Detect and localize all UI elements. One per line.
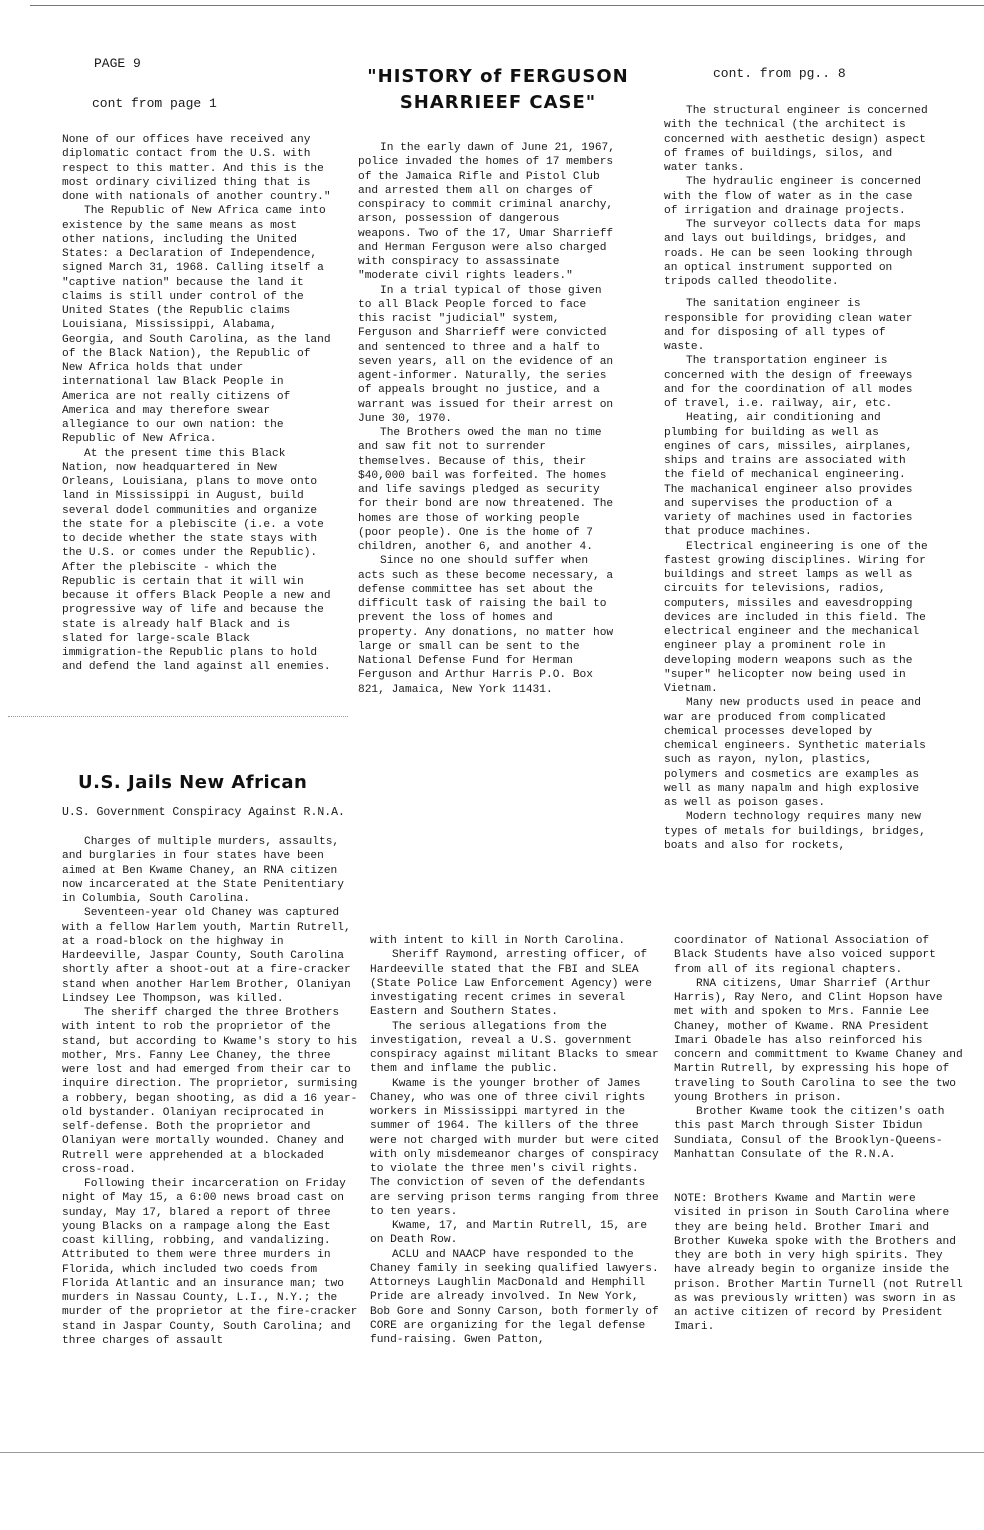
continued-from-left: cont from page 1 xyxy=(92,96,217,111)
paragraph: The machanical engineer also provides and supervises the production of a variety of machines used in factories that produce machines. xyxy=(664,483,913,539)
scan-edge-top xyxy=(30,5,984,6)
article-rna-continued xyxy=(62,133,332,675)
article-jails-col-2 xyxy=(370,934,660,1347)
paragraph: The hydraulic engineer is concerned with the flow of water as in the case of irrigation and drainage projects. xyxy=(664,176,921,217)
article-jails-col-1 xyxy=(62,835,360,1348)
paragraph: None of our offices have received any diplomatic contact from the U.S. with respect to this matter. And this is the most ordinary civilized thing that is done with nationals of another country." xyxy=(62,134,331,203)
paragraph: Modern technology requires many new types of metals for buildings, bridges, boats and also for rockets, xyxy=(664,811,926,852)
paragraph: Electrical engineering is one of the fastest growing disciplines. Wiring for buildings and street lamps as well as circuits for televisions, radios, computers, missiles and eavesdropping devices are included in this field. The electrical engineer and the mechanical engineer play a prominent role in developing modern weapons such as the "super" helicopter now being used in Vietnam. xyxy=(664,540,928,695)
paragraph: The sanitation engineer is responsible for providing clean water and for disposing of all types of waste. xyxy=(664,298,913,353)
paragraph: RNA citizens, Umar Sharrief (Arthur Harris), Ray Nero, and Clint Hopson have met with and spoken to Mrs. Fannie Lee Chaney, mother of Kwame. RNA President Imari Obadele has also reinforced his concern and committment to Kwame Chaney and Martin Rutrell, by expressing his hope of traveling to South Carolina to see the two young Brothers in prison. xyxy=(674,977,963,1104)
article-title-ferguson xyxy=(330,64,666,116)
paragraph: ACLU and NAACP have responded to the Chaney family in seeking qualified lawyers. Attorneys Laughlin MacDonald and Hemphill Pride are already involved. In New York, Bob Gore and Sonny Carson, both formerly of CORE are organizing for the legal defense fund-raising. Gwen Patton, xyxy=(370,1248,659,1346)
paragraph: Many new products used in peace and war are produced from complicated chemical processes developed by chemical engineers. Synthetic materials such as rayon, nylon, plastics, polymers and cosmetics are examples as well as many napalm and high explosive as well as poison gases. xyxy=(664,697,926,809)
paragraph: Charges of multiple murders, assaults, and burglaries in four states have been aimed at Ben Kwame Chaney, an RNA citizen now incarcerated at the State Penitentiary in Columbia, South Carolina. xyxy=(62,836,344,905)
paragraph: The Brothers owed the man no time and saw fit not to surrender themselves. Because of this, their $40,000 bail was forfeited. The homes and life savings pledged as security for their bond are now threatened. The homes are those of working people (poor people). One is the home of 7 children, another 6, and another 4. xyxy=(358,427,614,553)
paragraph: In the early dawn of June 21, 1967, police invaded the homes of 17 members of the Jamaica Rifle and Pistol Club and arrested them all on charges of conspiracy to commit criminal anarchy, arson, possession of dangerous weapons. Two of the 17, Umar Sharrieff and Herman Ferguson were also charged with conspiracy to assassinate "moderate civil rights leaders." xyxy=(358,142,615,283)
column-rule xyxy=(8,716,348,719)
paragraph: Sheriff Raymond, arresting officer, of Hardeeville stated that the FBI and SLEA (State Police Law Enforcement Agency) were investigating recent crimes in several Eastern and Southern States. xyxy=(370,949,652,1019)
paragraph: Kwame, 17, and Martin Rutrell, 15, are on Death Row. xyxy=(370,1220,648,1247)
editor-note xyxy=(674,1192,964,1335)
paragraph: Brother Kwame took the citizen's oath this past March through Sister Ibidun Sundiata, Consul of the Brooklyn-Queens-Manhattan Consulate of the R.N.A. xyxy=(674,1106,945,1161)
paragraph: Kwame is the younger brother of James Chaney, who was one of three civil rights workers in Mississippi martyred in the summer of 1964. The killers of the three were not charged with murder but were cited with only misdemeanor charges of conspiracy to violate the three men's civil rights. The conviction of seven of the defendants are serving prison terms ranging from three to ten years. xyxy=(370,1077,659,1218)
headline-us-jails: U.S. Jails New African xyxy=(78,772,308,793)
paragraph: The surveyor collects data for maps and lays out buildings, bridges, and roads. He can be seen looking through an optical instrument supported on tripods called theodolite. xyxy=(664,219,921,288)
paragraph: Since no one should suffer when acts such as these become necessary, a defense committee has set about the difficult task of raising the bail to prevent the loss of homes and property. Any donations, no matter how large or small can be sent to the National Defense Fund for Herman Ferguson and Arthur Harris P.O. Box 821, Jamaica, New York 11431. xyxy=(358,555,614,696)
note-text: NOTE: Brothers Kwame and Martin were visited in prison in South Carolina where they are being held. Brother Imari and Brother Kuweka spoke with the Brothers and they are both in very high spirits. They have already begin to organize inside the prison. Brother Martin Turnell (not Rutrell as was previously written) was sworn in as an active citizen of record by President Imari. xyxy=(674,1193,963,1334)
paragraph: coordinator of National Association of Black Students have also voiced support from all of its regional chapters. xyxy=(674,935,936,976)
paragraph: In a trial typical of those given to all Black People forced to face this racist "judicial" system, Ferguson and Sharrieff were convicted and sentenced to three and a half to seven years, all on the evidence of an agent-informer. Naturally, the series of appeals brought no justice, and a warrant was issued for their arrest on June 30, 1970. xyxy=(358,284,614,425)
paragraph: Heating, air conditioning and plumbing for building as well as engines of cars, missiles, airplanes, ships and trains are associated with the field of mechanical engineering. xyxy=(664,412,913,482)
paragraph: The structural engineer is concerned with the technical (the architect is concerned with aesthetic design) aspect of frames of buildings, silos, and water tanks. xyxy=(664,105,928,174)
title-line-2: SHARRIEEF CASE" xyxy=(399,92,597,113)
paragraph: The serious allegations from the investigation, reveal a U.S. government conspiracy against militant Blacks to smear them and inflame the public. xyxy=(370,1020,659,1076)
paragraph: At the present time this Black Nation, now headquartered in New Orleans, Louisiana, plans to move onto land in Mississippi in August, build several dodel communities and organize the state for a plebiscite (i.e. a vote to decide whether the state stays with the U.S. or comes under the Republic). After the plebiscite - which the Republic is certain that it will win because it offers Black People a new and progressive way of life and because the state is already half Black and is slated for large-scale Black immigration-the Republic plans to hold and defend the land against all enemies. xyxy=(62,447,331,674)
subheadline: U.S. Government Conspiracy Against R.N.A. xyxy=(62,806,345,819)
article-jails-col-3 xyxy=(674,934,964,1162)
article-ferguson-case xyxy=(358,141,618,697)
article-engineering-continued xyxy=(664,104,932,853)
paragraph: Following their incarceration on Friday night of May 15, a 6:00 news broad cast on sunday, May 17, blared a report of three young Blacks on a rampage along the East coast killing, robbing, and vandalizing. Attributed to them were three murders in Florida, which included two coeds from Florida Atlantic and an insurance man; two murders in Nassau County, L.I., N.Y.; the murder of the proprietor at the fire-cracker stand in Jaspar County, South Carolina; and three charges of assault xyxy=(62,1178,358,1347)
paragraph: The transportation engineer is concerned with the design of freeways and for the coordination of all modes of travel, i.e. railway, air, etc. xyxy=(664,355,913,410)
continued-from-right: cont. from pg.. 8 xyxy=(713,66,846,81)
paragraph: with intent to kill in North Carolina. xyxy=(370,935,626,947)
title-line-1: "HISTORY of FERGUSON xyxy=(367,66,629,87)
paragraph: Seventeen-year old Chaney was captured with a fellow Harlem youth, Martin Rutrell, at a road-block on the highway in Hardeeville, Jaspar County, South Carolina shortly after a shoot-out at a fire-cracker stand when another Harlem Brother, Olaniyan Lindsey Lee Thompson, was killed. xyxy=(62,907,351,1005)
page-number: PAGE 9 xyxy=(94,56,141,71)
paragraph: The Republic of New Africa came into existence by the same means as most other nations, including the United States: a Declaration of Independence, signed March 31, 1968. Calling itself a "captive nation" because the land it claims is still under control of the United States (the Republic claims Louisiana, Mississippi, Alabama, Georgia, and South Carolina, as the land of the Black Nation), the Republic of New Africa holds that under international law Black People in America are not really citizens of America and may therefore swear allegiance to our own nation: the Republic of New Africa. xyxy=(62,205,331,446)
scan-edge-bottom xyxy=(0,1452,984,1453)
paragraph: The sheriff charged the three Brothers with intent to rob the proprietor of the stand, but according to Kwame's story to his mother, Mrs. Fanny Lee Chaney, the three were lost and had emerged from their car to inquire direction. The proprietor, surmising a robbery, began shooting, as did a 16 year-old bystander. Olaniyan reciprocated in self-defense. Both the proprietor and Olaniyan were mortally wounded. Chaney and Rutrell were apprehended at a blockaded cross-road. xyxy=(62,1007,358,1176)
